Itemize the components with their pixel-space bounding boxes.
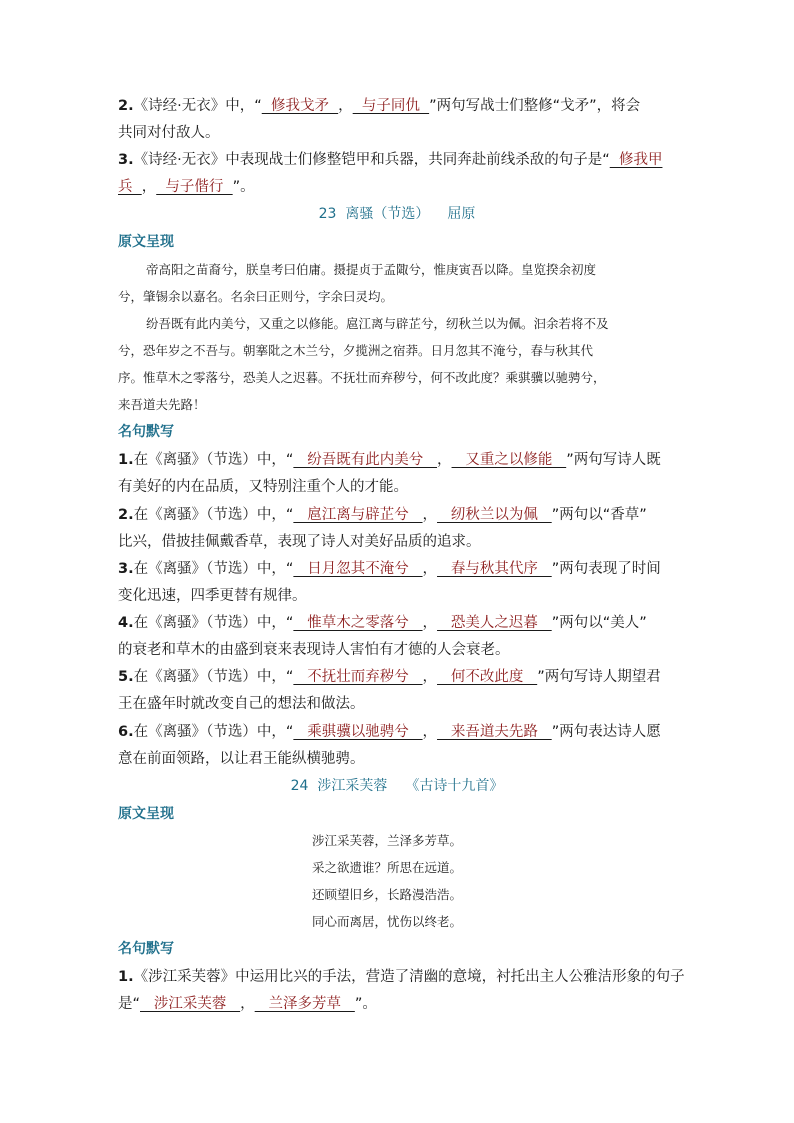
poem-line: 同心而离居，忧伤以终老。 bbox=[312, 914, 463, 929]
lesson-title-lisao: 23 离骚（节选） 屈原 bbox=[318, 206, 476, 222]
poem-line: 还顾望旧乡，长路漫浩浩。 bbox=[312, 887, 463, 902]
original-text-line: 兮，恐年岁之不吾与。朝搴阰之木兰兮，夕揽洲之宿莽。日月忽其不淹兮，春与秋其代 bbox=[118, 343, 594, 358]
answer-blank: 春与秋其代序 bbox=[437, 561, 552, 577]
answer-blank: 惟草木之零落兮 bbox=[293, 615, 423, 631]
original-text-line: 帝高阳之苗裔兮，朕皇考曰伯庸。摄提贞于孟陬兮，惟庚寅吾以降。皇览揆余初度 bbox=[146, 262, 597, 277]
original-text-line: 纷吾既有此内美兮，又重之以修能。扈江离与辟芷兮，纫秋兰以为佩。汩余若将不及 bbox=[146, 316, 609, 331]
answer-blank: 兵 bbox=[118, 179, 142, 195]
answer-blank: 恐美人之迟暮 bbox=[437, 615, 552, 631]
question-wuyi-2: 2.《诗经·无衣》中，“ 修我戈矛 ， 与子同仇 ”两句写战士们整修“戈矛”，将会 bbox=[118, 98, 641, 114]
answer-blank: 修我戈矛 bbox=[261, 98, 339, 114]
poem-line: 涉江采芙蓉，兰泽多芳草。 bbox=[312, 833, 463, 848]
question-wuyi-3-cont: 兵 ， 与子偕行 ”。 bbox=[118, 179, 255, 195]
section-heading-original: 原文呈现 bbox=[118, 234, 174, 250]
answer-blank: 扈江离与辟芷兮 bbox=[293, 507, 423, 523]
question-lisao-6: 6.在《离骚》（节选）中，“ 乘骐骥以驰骋兮 ， 来吾道夫先路 ”两句表达诗人愿 bbox=[118, 724, 661, 740]
answer-blank: 与子偕行 bbox=[156, 179, 233, 195]
question-shejiang-1-cont: 是“ 涉江采芙蓉 ， 兰泽多芳草 ”。 bbox=[118, 996, 377, 1012]
question-lisao-4: 4.在《离骚》（节选）中，“ 惟草木之零落兮 ， 恐美人之迟暮 ”两句以“美人” bbox=[118, 615, 647, 631]
answer-blank: 又重之以修能 bbox=[451, 452, 567, 468]
question-shejiang-1: 1.《涉江采芙蓉》中运用比兴的手法，营造了清幽的意境，衬托出主人公雅洁形象的句子 bbox=[118, 969, 685, 985]
answer-blank: 日月忽其不淹兮 bbox=[293, 561, 423, 577]
answer-blank: 乘骐骥以驰骋兮 bbox=[293, 724, 423, 740]
section-heading-recite: 名句默写 bbox=[118, 424, 174, 440]
lesson-title-shejiang: 24 涉江采芙蓉 《古诗十九首》 bbox=[290, 778, 504, 794]
question-lisao-2-cont: 比兴，借披挂佩戴香草，表现了诗人对美好品质的追求。 bbox=[118, 534, 481, 550]
answer-blank: 纫秋兰以为佩 bbox=[437, 507, 552, 523]
question-lisao-5: 5.在《离骚》（节选）中，“ 不抚壮而弃秽兮 ， 何不改此度 ”两句写诗人期望君 bbox=[118, 669, 661, 685]
question-wuyi-3: 3.《诗经·无衣》中表现战士们修整铠甲和兵器，共同奔赴前线杀敌的句子是“ 修我甲 bbox=[118, 152, 663, 168]
section-heading-original: 原文呈现 bbox=[118, 806, 174, 822]
question-lisao-2: 2.在《离骚》（节选）中，“ 扈江离与辟芷兮 ， 纫秋兰以为佩 ”两句以“香草” bbox=[118, 507, 647, 523]
answer-blank: 修我甲 bbox=[609, 152, 663, 168]
question-lisao-3-cont: 变化迅速，四季更替有规律。 bbox=[118, 588, 307, 604]
original-text-line: 来吾道夫先路！ bbox=[118, 397, 206, 412]
answer-blank: 与子同仇 bbox=[352, 98, 430, 114]
answer-blank: 兰泽多芳草 bbox=[254, 996, 355, 1012]
question-lisao-5-cont: 王在盛年时就改变自己的想法和做法。 bbox=[118, 696, 365, 712]
answer-blank: 来吾道夫先路 bbox=[437, 724, 552, 740]
question-wuyi-2-cont: 共同对付敌人。 bbox=[118, 125, 220, 141]
question-lisao-3: 3.在《离骚》（节选）中，“ 日月忽其不淹兮 ， 春与秋其代序 ”两句表现了时间 bbox=[118, 561, 661, 577]
question-lisao-4-cont: 的衰老和草木的由盛到衰来表现诗人害怕有才德的人会衰老。 bbox=[118, 642, 510, 658]
poem-line: 采之欲遗谁？所思在远道。 bbox=[312, 860, 463, 875]
answer-blank: 不抚壮而弃秽兮 bbox=[293, 669, 423, 685]
original-text-line: 兮，肇锡余以嘉名。名余曰正则兮，字余曰灵均。 bbox=[118, 289, 394, 304]
answer-blank: 纷吾既有此内美兮 bbox=[293, 452, 438, 468]
question-lisao-1: 1.在《离骚》（节选）中，“ 纷吾既有此内美兮 ， 又重之以修能 ”两句写诗人既 bbox=[118, 452, 661, 468]
question-lisao-6-cont: 意在前面领路，以让君王能纵横驰骋。 bbox=[118, 751, 365, 767]
answer-blank: 何不改此度 bbox=[437, 669, 538, 685]
original-text-line: 序。惟草木之零落兮，恐美人之迟暮。不抚壮而弃秽兮，何不改此度？乘骐骥以驰骋兮， bbox=[118, 370, 606, 385]
answer-blank: 涉江采芙蓉 bbox=[140, 996, 241, 1012]
section-heading-recite: 名句默写 bbox=[118, 941, 174, 957]
question-lisao-1-cont: 有美好的内在品质，又特别注重个人的才能。 bbox=[118, 479, 408, 495]
